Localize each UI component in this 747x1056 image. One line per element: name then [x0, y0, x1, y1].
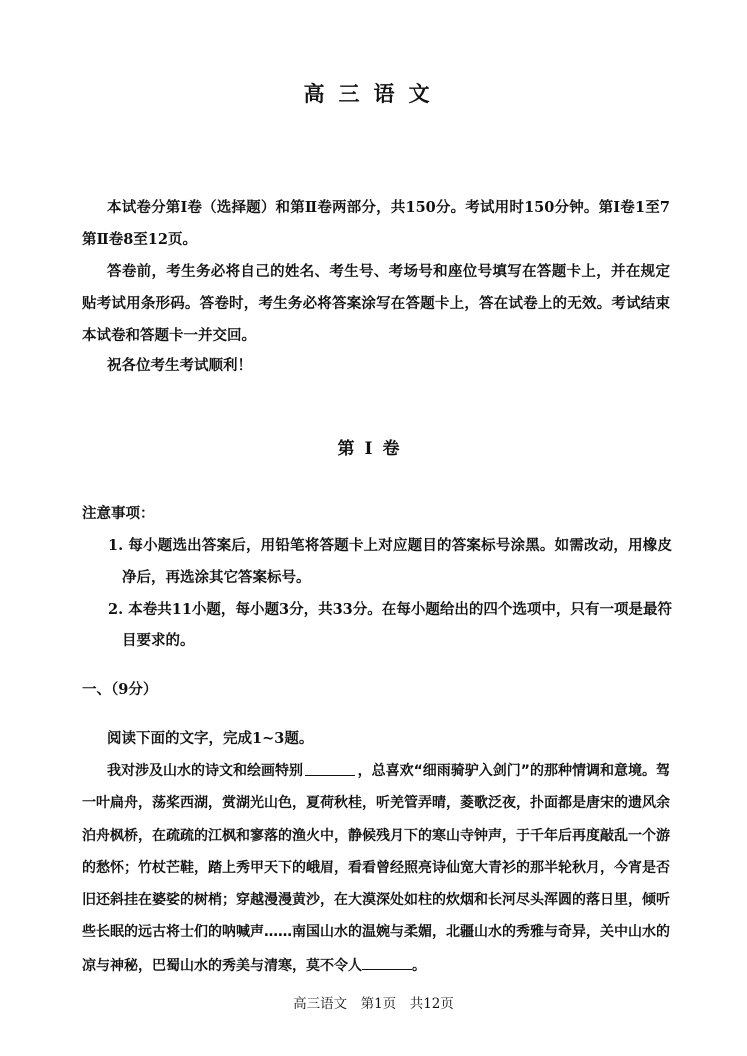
- note-1-line1: 1. 每小题选出答案后，用铅笔将答题卡上对应题目的答案标号涂黑。如需改动，用橡皮: [108, 537, 672, 554]
- note-2-line1: 2. 本卷共11小题，每小题3分，共33分。在每小题给出的四个选项中，只有一项是最符: [108, 601, 672, 618]
- note-2-line2: 目要求的。: [122, 632, 195, 649]
- fill-blank-1: [305, 761, 355, 776]
- intro-p1-line2: 第Ⅱ卷8至12页。: [82, 231, 197, 248]
- passage-line-5: 旧还斜挂在婆娑的树梢；穿越漫漫黄沙，在大漠深处如柱的炊烟和长河尽头浑圆的落日里，倾听: [82, 892, 670, 908]
- passage-line-6: 些长眠的远古将士们的呐喊声……南国山水的温婉与柔媚，北疆山水的秀雅与奇异，关中山水的: [82, 924, 670, 940]
- passage-line-7: [82, 955, 426, 976]
- passage-line-7-a: 凉与神秘，巴蜀山水的秀美与清寒，莫不令人: [82, 958, 362, 974]
- intro-p2-line3: 本试卷和答题卡一并交回。: [82, 327, 256, 344]
- intro-p1-line1: 本试卷分第Ⅰ卷（选择题）和第Ⅱ卷两部分，共150分。考试用时150分钟。第Ⅰ卷1至7: [107, 199, 670, 216]
- passage-line-2: 一叶扁舟，荡桨西湖，赏湖光山色，夏荷秋桂，听羌管弄晴，菱歌泛夜，扑面都是唐宋的遗风余: [82, 795, 670, 811]
- intro-p2-line2: 贴考试用条形码。答卷时，考生务必将答案涂写在答题卡上，答在试卷上的无效。考试结束: [82, 295, 670, 312]
- section-heading: 一、（9分）: [82, 681, 158, 698]
- intro-p2-line1: 答卷前，考生务必将自己的姓名、考生号、考场号和座位号填写在答题卡上，并在规定: [107, 263, 670, 280]
- notes-heading: 注意事项：: [82, 505, 155, 522]
- page-title: 高三语文: [303, 81, 444, 106]
- passage-line-1-a: 我对涉及山水的诗文和绘画特别: [107, 763, 303, 779]
- note-1-line2: 净后，再选涂其它答案标号。: [122, 569, 311, 586]
- passage-line-1-b: ，总喜欢“细雨骑驴入剑门”的那种情调和意境。驾: [357, 763, 670, 779]
- section-instruction: 阅读下面的文字，完成1~3题。: [107, 730, 314, 747]
- volume-heading: 第Ⅰ卷: [337, 439, 410, 459]
- passage-line-4: 的愁怀；竹杖芒鞋，踏上秀甲天下的峨眉，看看曾经照亮诗仙宽大青衫的那半轮秋月，今宵是否: [82, 860, 670, 876]
- passage-line-3: 泊舟枫桥，在疏疏的江枫和寥落的渔火中，静候残月下的寒山寺钟声，于千年后再度敲乱一个游: [82, 828, 670, 844]
- fill-blank-2: [362, 955, 412, 970]
- intro-p3: 祝各位考生考试顺利！: [107, 357, 252, 374]
- passage-line-1: [107, 761, 670, 781]
- page-footer: 高三语文 第1页 共12页: [293, 996, 454, 1012]
- passage-line-7-b: 。: [412, 958, 426, 974]
